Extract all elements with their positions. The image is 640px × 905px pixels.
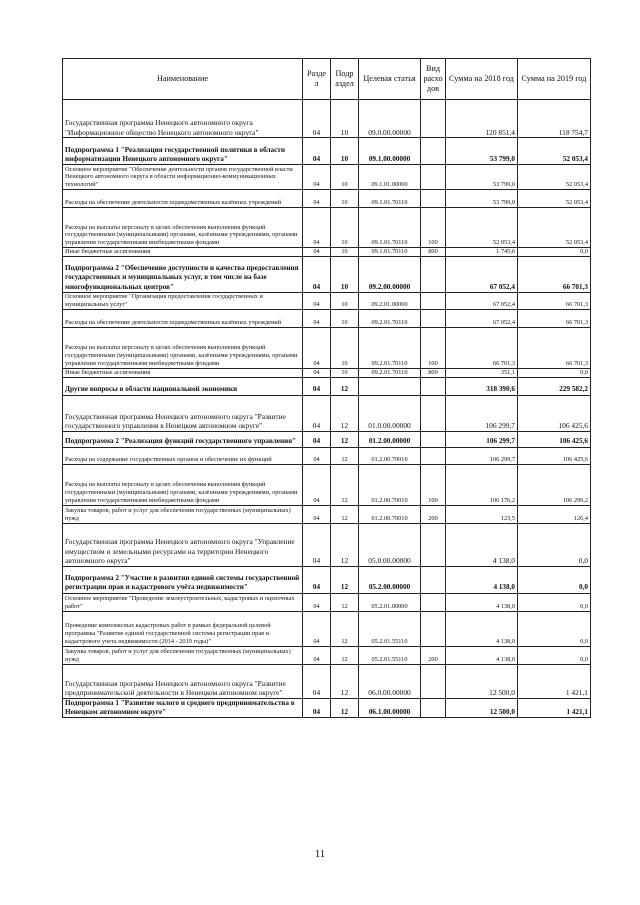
row-subsection: 12 [331, 505, 359, 523]
table-row [63, 309, 591, 327]
row-sum2019: 106 425,6 [518, 395, 591, 431]
row-section: 04 [303, 664, 331, 698]
table-row [63, 505, 591, 523]
row-subsection: 10 [331, 292, 359, 309]
row-name: Расходы на выплаты персоналу в целях обеспечения выполнения функций государственными (муниципальными) органами, казёнными учреждениями, органами управления государственными внебюджетными фондами [63, 464, 303, 505]
table-row [63, 256, 591, 292]
col-header-subsection: Подр аздел [331, 59, 359, 100]
row-sum2018: 12 500,0 [446, 698, 518, 717]
row-subsection: 12 [331, 447, 359, 464]
row-target: 09.1.01.70110 [359, 190, 421, 208]
table-row [63, 395, 591, 431]
row-target: 09.1.01.70110 [359, 248, 421, 257]
row-type [421, 165, 446, 190]
table-row [63, 292, 591, 309]
row-section: 04 [303, 165, 331, 190]
row-sum2018: 67 052,4 [446, 256, 518, 292]
row-subsection: 10 [331, 256, 359, 292]
row-target: 05.2.00.00000 [359, 566, 421, 593]
table-row [63, 611, 591, 646]
row-name: Расходы на содержание государственных органов и обеспечение их функций [63, 447, 303, 464]
row-type [421, 611, 446, 646]
row-target: 05.2.01.55110 [359, 646, 421, 664]
row-sum2018: 4 138,0 [446, 611, 518, 646]
row-type [421, 377, 446, 395]
row-name: Подпрограмма 2 "Обеспечение доступности и качества предоставления государственных и муниципальных услуг, в том числе на базе многофункциональных центров" [63, 256, 303, 292]
row-section: 04 [303, 523, 331, 566]
col-header-sum2018: Сумма на 2018 год [446, 59, 518, 100]
table-row [63, 368, 591, 377]
row-type: 100 [421, 464, 446, 505]
col-header-target: Целевая статья [359, 59, 421, 100]
row-subsection: 12 [331, 698, 359, 717]
row-target: 09.0.00.00000 [359, 100, 421, 138]
row-subsection: 12 [331, 611, 359, 646]
row-type [421, 523, 446, 566]
row-subsection: 12 [331, 431, 359, 447]
table-row [63, 593, 591, 611]
col-header-section: Разде л [303, 59, 331, 100]
row-subsection: 10 [331, 248, 359, 257]
row-sum2019: 52 053,4 [518, 165, 591, 190]
row-sum2018: 351,1 [446, 368, 518, 377]
row-type [421, 100, 446, 138]
table-row [63, 698, 591, 717]
row-section: 04 [303, 256, 331, 292]
row-section: 04 [303, 566, 331, 593]
table-row [63, 138, 591, 165]
row-section: 04 [303, 208, 331, 248]
row-sum2019: 0,0 [518, 248, 591, 257]
table-row [63, 165, 591, 190]
row-section: 04 [303, 190, 331, 208]
row-sum2019: 106 299,2 [518, 464, 591, 505]
row-name: Подпрограмма 2 "Реализация функций государственного управления" [63, 431, 303, 447]
row-target: 09.2.01.70110 [359, 327, 421, 368]
table-row [63, 464, 591, 505]
row-sum2019: 66 701,3 [518, 327, 591, 368]
row-sum2018: 106 299,7 [446, 431, 518, 447]
row-target: 09.2.01.70110 [359, 368, 421, 377]
row-type [421, 395, 446, 431]
row-target: 09.1.01.00000 [359, 165, 421, 190]
row-sum2018: 4 138,0 [446, 593, 518, 611]
row-sum2018: 106 299,7 [446, 395, 518, 431]
row-name: Государственная программа Ненецкого автономного округа "Управление имуществом и земельными ресурсами на территории Ненецкого автономного округа" [63, 523, 303, 566]
table-body [63, 100, 591, 718]
row-subsection: 12 [331, 646, 359, 664]
row-subsection: 10 [331, 309, 359, 327]
row-section: 04 [303, 447, 331, 464]
row-target: 01.2.00.70010 [359, 447, 421, 464]
row-sum2019: 52 053,4 [518, 138, 591, 165]
row-sum2018: 53 799,0 [446, 190, 518, 208]
row-sum2018: 106 176,2 [446, 464, 518, 505]
row-sum2018: 1 745,6 [446, 248, 518, 257]
row-target: 05.2.01.55110 [359, 611, 421, 646]
row-type [421, 292, 446, 309]
row-sum2018: 66 701,3 [446, 327, 518, 368]
row-type: 800 [421, 368, 446, 377]
row-sum2019: 52 053,4 [518, 190, 591, 208]
row-type [421, 309, 446, 327]
col-header-name: Наименование [63, 59, 303, 100]
row-name: Закупка товаров, работ и услуг для обеспечения государственных (муниципальных) нужд [63, 646, 303, 664]
row-section: 04 [303, 138, 331, 165]
row-name: Основное мероприятие "Проведение землеустроительных, кадастровых и оценочных работ" [63, 593, 303, 611]
row-subsection: 10 [331, 165, 359, 190]
row-sum2019: 0,0 [518, 593, 591, 611]
row-type [421, 664, 446, 698]
row-name: Другие вопросы в области национальной экономики [63, 377, 303, 395]
row-target: 09.2.01.00000 [359, 292, 421, 309]
row-name: Иные бюджетные ассигнования [63, 248, 303, 257]
table-row [63, 248, 591, 257]
col-header-type: Вид расхо дов [421, 59, 446, 100]
row-sum2019: 1 421,1 [518, 698, 591, 717]
row-sum2018: 52 053,4 [446, 208, 518, 248]
row-type: 200 [421, 505, 446, 523]
row-subsection: 12 [331, 593, 359, 611]
row-target: 01.2.00.70010 [359, 505, 421, 523]
row-subsection: 10 [331, 368, 359, 377]
row-section: 04 [303, 248, 331, 257]
row-name: Подпрограмма 2 "Участие в развитии единой системы государственной регистрации прав и кадастрового учёта недвижимости" [63, 566, 303, 593]
row-name: Расходы на обеспечение деятельности подведомственных казённых учреждений [63, 190, 303, 208]
row-type [421, 566, 446, 593]
row-sum2019: 66 701,3 [518, 309, 591, 327]
row-type: 100 [421, 208, 446, 248]
row-sum2018: 318 390,6 [446, 377, 518, 395]
row-target: 09.2.01.70110 [359, 309, 421, 327]
row-sum2018: 53 799,0 [446, 165, 518, 190]
row-name: Расходы на выплаты персоналу в целях обеспечения выполнения функций государственными (муниципальными) органами, казёнными учреждениями, органами управления государственными внебюджетными фондами [63, 208, 303, 248]
row-sum2018: 123,5 [446, 505, 518, 523]
row-section: 04 [303, 611, 331, 646]
table-row [63, 208, 591, 248]
row-sum2019: 118 754,7 [518, 100, 591, 138]
budget-table [62, 58, 591, 718]
row-type [421, 138, 446, 165]
row-subsection: 10 [331, 208, 359, 248]
row-target [359, 377, 421, 395]
row-subsection: 10 [331, 138, 359, 165]
row-sum2019: 52 053,4 [518, 208, 591, 248]
row-name: Государственная программа Ненецкого автономного округа "Развитие государственного управления в Ненецком автономном округе" [63, 395, 303, 431]
page-number: 11 [314, 848, 326, 860]
row-subsection: 12 [331, 664, 359, 698]
row-target: 06.1.00.00000 [359, 698, 421, 717]
row-subsection: 12 [331, 523, 359, 566]
row-type [421, 593, 446, 611]
row-sum2019: 66 701,3 [518, 292, 591, 309]
row-name: Основное мероприятие "Обеспечение деятельности органов государственной власти Ненецкого автономного округа в области информационно-коммуникационных технологий" [63, 165, 303, 190]
row-type: 800 [421, 248, 446, 257]
row-subsection: 12 [331, 464, 359, 505]
row-type: 100 [421, 327, 446, 368]
row-target: 05.0.00.00000 [359, 523, 421, 566]
row-sum2018: 12 500,0 [446, 664, 518, 698]
row-name: Государственная программа Ненецкого автономного округа "Развитие предпринимательской деятельности в Ненецком автономном округе" [63, 664, 303, 698]
row-sum2019: 0,0 [518, 368, 591, 377]
row-sum2018: 4 138,0 [446, 646, 518, 664]
row-subsection: 12 [331, 395, 359, 431]
row-type [421, 431, 446, 447]
row-sum2018: 67 052,4 [446, 309, 518, 327]
row-name: Подпрограмма 1 "Реализация государственной политики в области информатизации Ненецкого автономного округа" [63, 138, 303, 165]
row-sum2019: 106 425,6 [518, 431, 591, 447]
row-name: Государственная программа Ненецкого автономного округа "Информационное общество Ненецкого автономного округа" [63, 100, 303, 138]
row-sum2019: 106 425,6 [518, 447, 591, 464]
row-sum2019: 1 421,1 [518, 664, 591, 698]
row-type [421, 698, 446, 717]
row-sum2018: 120 851,4 [446, 100, 518, 138]
row-sum2019: 0,0 [518, 523, 591, 566]
row-name: Закупка товаров, работ и услуг для обеспечения государственных (муниципальных) нужд [63, 505, 303, 523]
row-target: 09.2.00.00000 [359, 256, 421, 292]
row-sum2019: 0,0 [518, 566, 591, 593]
table-row [63, 431, 591, 447]
row-section: 04 [303, 505, 331, 523]
row-subsection: 10 [331, 100, 359, 138]
row-subsection: 10 [331, 190, 359, 208]
row-name: Расходы на обеспечение деятельности подведомственных казённых учреждений [63, 309, 303, 327]
row-sum2018: 4 138,0 [446, 566, 518, 593]
row-section: 04 [303, 368, 331, 377]
row-section: 04 [303, 377, 331, 395]
row-section: 04 [303, 646, 331, 664]
row-sum2018: 53 799,0 [446, 138, 518, 165]
row-name: Подпрограмма 1 "Развитие малого и среднего предпринимательства в Ненецком автономном округе" [63, 698, 303, 717]
row-sum2018: 67 052,4 [446, 292, 518, 309]
row-type [421, 190, 446, 208]
table-row [63, 447, 591, 464]
row-name: Проведение комплексных кадастровых работ в рамках федеральной целевой программы "Развитие единой государственной системы регистрации прав и кадастрового учета недвижимости (2014 - 2019 годы)" [63, 611, 303, 646]
table-header-row [63, 59, 591, 100]
row-name: Расходы на выплаты персоналу в целях обеспечения выполнения функций государственными (муниципальными) органами, казёнными учреждениями, органами управления государственными внебюджетными фондами [63, 327, 303, 368]
row-sum2019: 126,4 [518, 505, 591, 523]
row-section: 04 [303, 431, 331, 447]
table-row [63, 100, 591, 138]
row-type [421, 447, 446, 464]
row-target: 09.1.01.70110 [359, 208, 421, 248]
row-subsection: 10 [331, 327, 359, 368]
table-row [63, 664, 591, 698]
col-header-sum2019: Сумма на 2019 год [518, 59, 591, 100]
table-row [63, 327, 591, 368]
row-target: 09.1.00.00000 [359, 138, 421, 165]
row-section: 04 [303, 593, 331, 611]
row-subsection: 12 [331, 566, 359, 593]
table-row [63, 646, 591, 664]
row-section: 04 [303, 395, 331, 431]
table-row [63, 566, 591, 593]
row-section: 04 [303, 292, 331, 309]
row-name: Иные бюджетные ассигнования [63, 368, 303, 377]
row-sum2019: 0,0 [518, 611, 591, 646]
row-name: Основное мероприятие "Организация предоставления государственных и муниципальных услуг" [63, 292, 303, 309]
row-subsection: 12 [331, 377, 359, 395]
row-type: 200 [421, 646, 446, 664]
row-sum2019: 0,0 [518, 646, 591, 664]
row-section: 04 [303, 464, 331, 505]
row-target: 01.2.00.00000 [359, 431, 421, 447]
row-sum2018: 106 299,7 [446, 447, 518, 464]
row-sum2018: 4 138,0 [446, 523, 518, 566]
row-section: 04 [303, 698, 331, 717]
table-row [63, 377, 591, 395]
row-target: 01.0.00.00000 [359, 395, 421, 431]
row-target: 01.2.00.70010 [359, 464, 421, 505]
row-section: 04 [303, 327, 331, 368]
row-section: 04 [303, 100, 331, 138]
table-row [63, 190, 591, 208]
row-type [421, 256, 446, 292]
row-sum2019: 66 701,3 [518, 256, 591, 292]
row-target: 05.2.01.00000 [359, 593, 421, 611]
table-row [63, 523, 591, 566]
row-target: 06.0.00.00000 [359, 664, 421, 698]
row-section: 04 [303, 309, 331, 327]
row-sum2019: 229 582,2 [518, 377, 591, 395]
